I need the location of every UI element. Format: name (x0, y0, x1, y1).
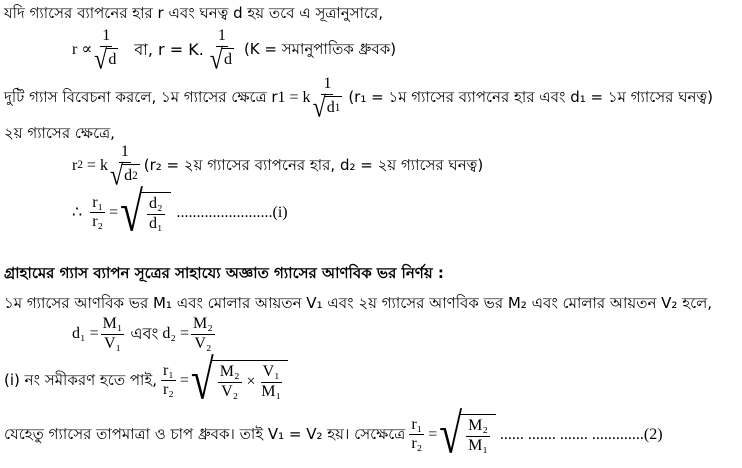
fraction (191, 316, 215, 353)
numerator: r₁ (409, 417, 424, 436)
fraction (90, 195, 105, 232)
definition-note: (r₂ = ২য় গ্যাসের ব্যাপনের হার, d₂ = ২য় গ্যাসের ঘনত্ব) (143, 156, 484, 175)
denominator: V₂ (221, 382, 239, 400)
statement-text: দুটি গ্যাস বিবেচনা করলে, ১ম গ্যাসের ক্ষেত্রে r (4, 88, 278, 107)
equals-k: = k (86, 156, 108, 174)
fraction (409, 417, 424, 454)
denominator: r₂ (92, 213, 104, 231)
equals: = (179, 371, 189, 389)
numerator: d₂ (147, 196, 165, 215)
fraction (101, 316, 125, 353)
equals-k: = k (289, 88, 311, 106)
equation-ratio (72, 180, 288, 243)
denominator: d₁ (148, 214, 163, 232)
numerator: M₂ (191, 316, 215, 335)
numerator: 1 (216, 28, 228, 47)
denominator: r₂ (411, 435, 423, 453)
fraction: 1 √ d 2 (109, 143, 138, 192)
equation-proportional (72, 27, 397, 76)
lhs: r (72, 156, 78, 174)
numerator: M₂ (466, 418, 490, 437)
conclusion-text: যেহেতু গ্যাসের তাপমাত্রা ও চাপ ধ্রুবক। তাই V₁ = V₂ হয়। সেক্ষেত্রে (4, 425, 406, 444)
fraction: 1 √ d 1 (312, 75, 341, 124)
two-gas-statement (4, 75, 713, 124)
denominator: d (326, 99, 335, 117)
denominator: V₂ (194, 334, 212, 352)
equals: = (428, 425, 438, 443)
numerator: M₁ (101, 316, 125, 335)
section-heading: গ্রাহামের গ্যাস ব্যাপন সূত্রের সাহায্যে অজ্ঞাত গ্যাসের আণবিক ভর নির্ণয় : (4, 264, 444, 282)
final-equation (4, 402, 663, 465)
fraction: 1 √ d (94, 27, 117, 76)
fraction (161, 363, 176, 400)
equals: = (109, 203, 119, 221)
times-symbol: × (246, 373, 256, 391)
numerator: 1 (100, 28, 112, 47)
denominator: V₁ (103, 334, 122, 352)
numerator: V₁ (261, 364, 282, 383)
and-text: এবং (130, 324, 159, 344)
subscript: 2 (77, 159, 83, 172)
denominator: d (222, 48, 234, 72)
square-root: √ $\frac{\text{M₂}}{\text{V₂}}$ × $\frac{\text{V₁}}{\text{M₁}}$ (191, 360, 288, 402)
second-gas-label: ২য় গ্যাসের ক্ষেত্রে, (4, 124, 115, 142)
constant-note: (K = সমানুপাতিক ধ্রুবক) (243, 40, 397, 59)
numerator: M₂ (218, 364, 242, 383)
numerator: 1 (321, 76, 333, 95)
intro-text: যদি গ্যাসের ব্যাপনের হার r এবং ঘনত্ব d হয় তবে এ সূত্রানুসারে, (4, 4, 384, 22)
eq-lhs: r ∝ (72, 40, 93, 58)
numerator: r₁ (161, 363, 176, 382)
subscript: 1 (334, 101, 341, 114)
denominator: d (106, 48, 118, 72)
square-root: √ $\frac{\text{M₂}}{\text{M₁}}$ (439, 414, 496, 456)
therefore-symbol: ∴ (72, 203, 83, 221)
square-root: √ $\frac{\text{d₂}}{\text{d₁}}$ (120, 192, 170, 234)
subscript: 2 (132, 169, 138, 182)
eq-mid: বা, r = K. (134, 39, 204, 59)
derivation-text: (i) নং সমীকরণ হতে পাই, (4, 371, 157, 390)
equation-number: ........................(i) (176, 203, 288, 221)
d1-lhs: d₁ = (72, 325, 99, 343)
definition-note: (r₁ = ১ম গ্যাসের ব্যাপনের হার এবং d₁ = ১ম গ্যাসের ঘনত্ব) (348, 88, 713, 107)
denominator: r₂ (162, 381, 174, 399)
derived-equation (4, 348, 288, 411)
equation-number: ...... ....... ....... .............(2) (499, 425, 663, 443)
fraction: 1 √ d (209, 27, 232, 76)
denominator: M₁ (261, 382, 282, 400)
denominator: M₁ (468, 436, 488, 454)
subscript: 1 (277, 88, 286, 106)
d2-lhs: d₂ = (162, 325, 189, 343)
mass-volume-statement: ১ম গ্যাসের আণবিক ভর M₁ এবং মোলার আয়তন V₁ এবং ২য় গ্যাসের আণবিক ভর M₂ এবং মোলার আয়তন V₂ হলে, (4, 294, 713, 312)
numerator: r₁ (90, 195, 105, 214)
numerator: 1 (119, 144, 131, 163)
density-equations (72, 316, 217, 353)
denominator: d (124, 167, 133, 185)
